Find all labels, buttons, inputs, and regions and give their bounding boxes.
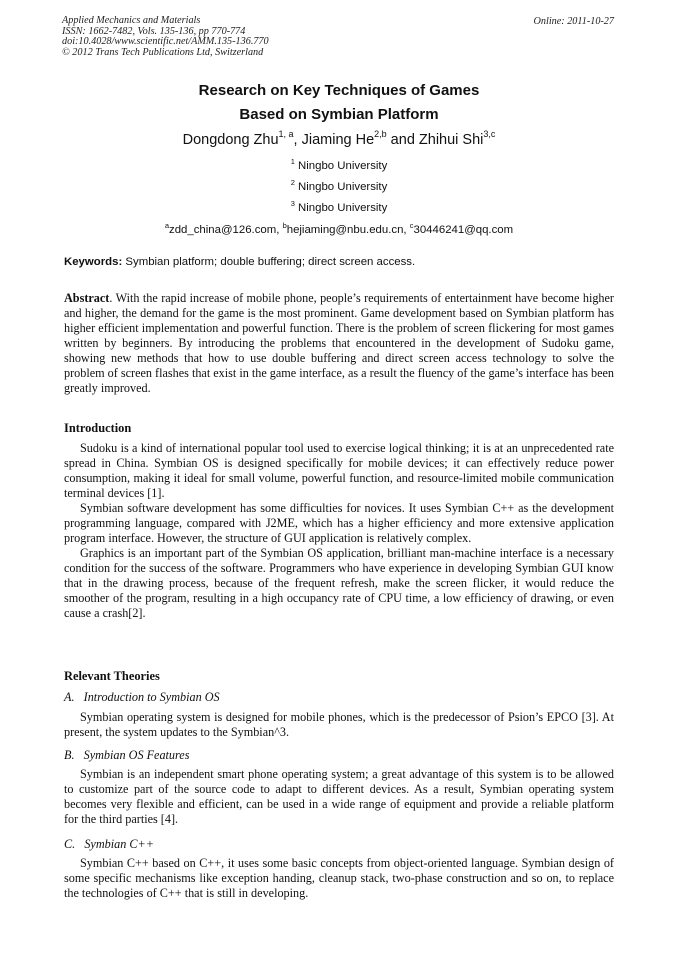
section-heading-relevant-theories: Relevant Theories (64, 669, 160, 683)
subsection-body (64, 767, 614, 827)
subsection-heading: A. Introduction to Symbian OS (64, 690, 220, 704)
paragraph: Symbian software development has some difficulties for novices. It uses Symbian C++ as the development programming language, compared with J2ME, which has a higher efficiency and more extensive application program interface. However, the structure of GUI application is relatively complex. (64, 501, 614, 545)
email-mark: a (164, 221, 170, 230)
abstract-text: . With the rapid increase of mobile phone, people’s requirements of entertainment have become higher and higher, the demand for the game is the most prominent. Game development based on Symbian platform has higher efficient implementation and powerful function. There is the problem of screen flickering for most games written by beginners. By introducing the problems that encountered in the development of Sudoku game, showing new methods that how to use double buffering and direct screen access technology to solve the problem of screen flashes that exist in the game interface, as a result the fluency of the game’s interface has been greatly improved. (64, 291, 614, 395)
email-separator: , (403, 223, 410, 236)
paragraph: Sudoku is a kind of international popular tool used to exercise logical thinking; it is at an unprecedented rate spread in China. Symbian OS is designed specifically for mobile devices; it can effectively reduce power consumption, making it ideal for small volume, powerful function, and resource-limited mobile communication terminal devices [1]. (64, 441, 614, 500)
author-list (0, 130, 678, 148)
subsection-heading: C. Symbian C++ (64, 837, 154, 851)
author-affil-mark: 3,c (483, 129, 496, 139)
section-heading-introduction: Introduction (64, 421, 132, 435)
email-mark: b (282, 221, 287, 230)
paragraph: Graphics is an important part of the Symbian OS application, brilliant man-machine interface is a necessary condition for the success of the software. Programmers who have experience in developing Symbian GUI know that in the drawing process, because of the frequent refresh, make the screen flicker, it would reduce the smoother of the program, resulting in a high occupancy rate of CPU time, a low efficiency of drawing, or even cause a crash[2]. (64, 546, 614, 620)
email-address[interactable]: 30446241@qq.com (413, 223, 514, 236)
keywords-text: Symbian platform; double buffering; direct screen access. (125, 256, 416, 268)
author-name: Jiaming He (301, 131, 375, 148)
affiliation (0, 157, 678, 172)
affiliation-number: 2 (290, 178, 295, 187)
paragraph: Symbian C++ based on C++, it uses some basic concepts from object-oriented language. Symbian design of some specific mechanisms like exception handing, cleanup stack, two-phase construction and so on, to replace the technologies of C++ that is still in developing. (64, 856, 614, 900)
introduction-body (64, 441, 614, 621)
affiliation-number: 1 (290, 157, 295, 166)
affiliation-name: Ningbo University (298, 201, 388, 214)
author-separator: and (386, 131, 419, 148)
affiliation (0, 199, 678, 214)
author-separator: , (293, 131, 302, 148)
subsection-body (64, 710, 614, 740)
paragraph: Symbian operating system is designed for mobile phones, which is the predecessor of Psion’s EPCO [3]. At present, the system updates to the Symbian^3. (64, 710, 614, 739)
email-separator: , (276, 223, 283, 236)
issn-line: ISSN: 1662-7482, Vols. 135-136, pp 770-774 (62, 25, 246, 37)
subsection-body (64, 856, 614, 901)
paper-title-line-2: Based on Symbian Platform (239, 106, 439, 123)
copyright-line: © 2012 Trans Tech Publications Ltd, Switzerland (62, 46, 264, 58)
email-mark: c (409, 221, 414, 230)
journal-name: Applied Mechanics and Materials (62, 15, 201, 26)
abstract-label: Abstract (64, 291, 110, 305)
email-list (0, 221, 678, 236)
author-name: Zhihui Shi (418, 131, 484, 148)
running-header (62, 16, 269, 58)
abstract (64, 291, 614, 396)
author-name: Dongdong Zhu (182, 131, 279, 148)
affiliation-number: 3 (290, 199, 295, 208)
keywords-label: Keywords: (64, 256, 123, 268)
author-affil-mark: 1, a (278, 129, 294, 139)
subsection-heading: B. Symbian OS Features (64, 748, 190, 762)
online-date: Online: 2011-10-27 (533, 16, 614, 27)
doi-line: doi:10.4028/www.scientific.net/AMM.135-136.770 (62, 36, 269, 48)
keywords (64, 256, 615, 268)
affiliation-name: Ningbo University (298, 159, 388, 172)
affiliation (0, 178, 678, 193)
author-affil-mark: 2,b (374, 129, 387, 139)
email-address[interactable]: zdd_china@126.com (169, 223, 277, 236)
affiliation-name: Ningbo University (298, 180, 388, 193)
paper-title-line-1: Research on Key Techniques of Games (198, 82, 480, 99)
paragraph: Symbian is an independent smart phone operating system; a great advantage of this system is to be allowed to customize part of the source code to adapt to different devices. As a result, Symbian operating system becomes very flexible and efficient, can be used in a wide range of equipment and provide a reliable platform for the third parties [4]. (64, 767, 614, 826)
email-address[interactable]: hejiaming@nbu.edu.cn (286, 223, 404, 236)
